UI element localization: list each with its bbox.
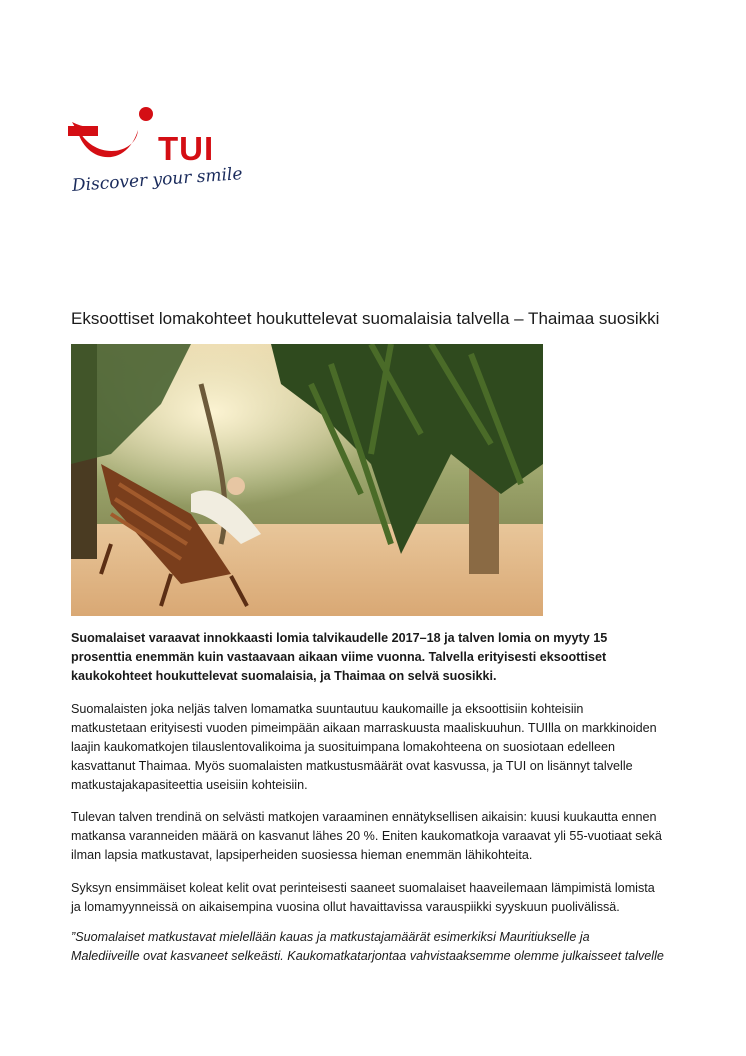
paragraph-line: matkansa varanneiden määrä on kasvanut lähes 20 %. Eniten kaukomatkoja varaavat yli 55-vuotiaat sekä	[71, 829, 662, 843]
paragraph-line: Tulevan talven trendinä on selvästi matkojen varaaminen ennätyksellisen aikaisin: kuusi kuukautta ennen	[71, 810, 657, 824]
paragraph-line: matkustajakapasiteettia useisiin kohteisiin.	[71, 778, 308, 792]
article-title: Eksoottiset lomakohteet houkuttelevat suomalaisia talvella – Thaimaa suosikki	[71, 309, 660, 328]
palm-beach-photo-icon	[71, 344, 543, 616]
paragraph-line: laajin kaukomatkojen tilauslentovalikoima ja suosituimpana lomakohteena on suosiotaan edelleen	[71, 740, 615, 754]
body-paragraph-1	[71, 700, 676, 795]
brand-name: TUI	[158, 130, 215, 167]
body-paragraph-2	[71, 808, 676, 865]
paragraph-line: ilman lapsia matkustavat, lapsiperheiden suosiessa hieman enemmän lähikohteita.	[71, 848, 533, 862]
lead-line: kaukokohteet houkuttelevat suomalaisia, ja Thaimaa on selvä suosikki.	[71, 669, 497, 683]
quote-paragraph	[71, 928, 676, 966]
paragraph-line: kasvattanut Thaimaa. Myös suomalaisten matkustusmäärät ovat kasvussa, ja TUI on lisännyt talvelle	[71, 759, 633, 773]
paragraph-line: matkustetaan erityisesti vuoden pimeimpään aikaan marraskuusta maaliskuuhun. TUIlla on markkinoiden	[71, 721, 657, 735]
body-paragraph-3	[71, 879, 676, 917]
paragraph-line: ja lomamyynneissä on aikaisempina vuosina ollut havaittavissa varauspiikki syyskuun puolivälissä.	[71, 900, 620, 914]
paragraph-line: Syksyn ensimmäiset koleat kelit ovat perinteisesti saaneet suomalaiset haaveilemaan lämpimistä lomista	[71, 881, 655, 895]
tui-logo	[68, 104, 244, 210]
lead-line: prosenttia enemmän kuin vastaavaan aikaan viime vuonna. Talvella erityisesti eksoottiset	[71, 650, 607, 664]
hero-image	[71, 344, 543, 616]
quote-line: ”Suomalaiset matkustavat mielellään kauas ja matkustajamäärät esimerkiksi Mauritiukselle ja	[71, 930, 590, 944]
lead-paragraph	[71, 629, 676, 686]
quote-line: Malediiveille ovat kasvaneet selkeästi. Kaukomatkatarjontaa vahvistaaksemme olemme julkaisseet talvelle	[71, 949, 664, 963]
lead-line: Suomalaiset varaavat innokkaasti lomia talvikaudelle 2017–18 ja talven lomia on myyty 15	[71, 631, 608, 645]
paragraph-line: Suomalaisten joka neljäs talven lomamatka suuntautuu kaukomaille ja eksoottisiin kohteisiin	[71, 702, 584, 716]
tui-smile-icon	[68, 104, 158, 176]
brand-tagline: Discover your smile	[71, 164, 244, 196]
